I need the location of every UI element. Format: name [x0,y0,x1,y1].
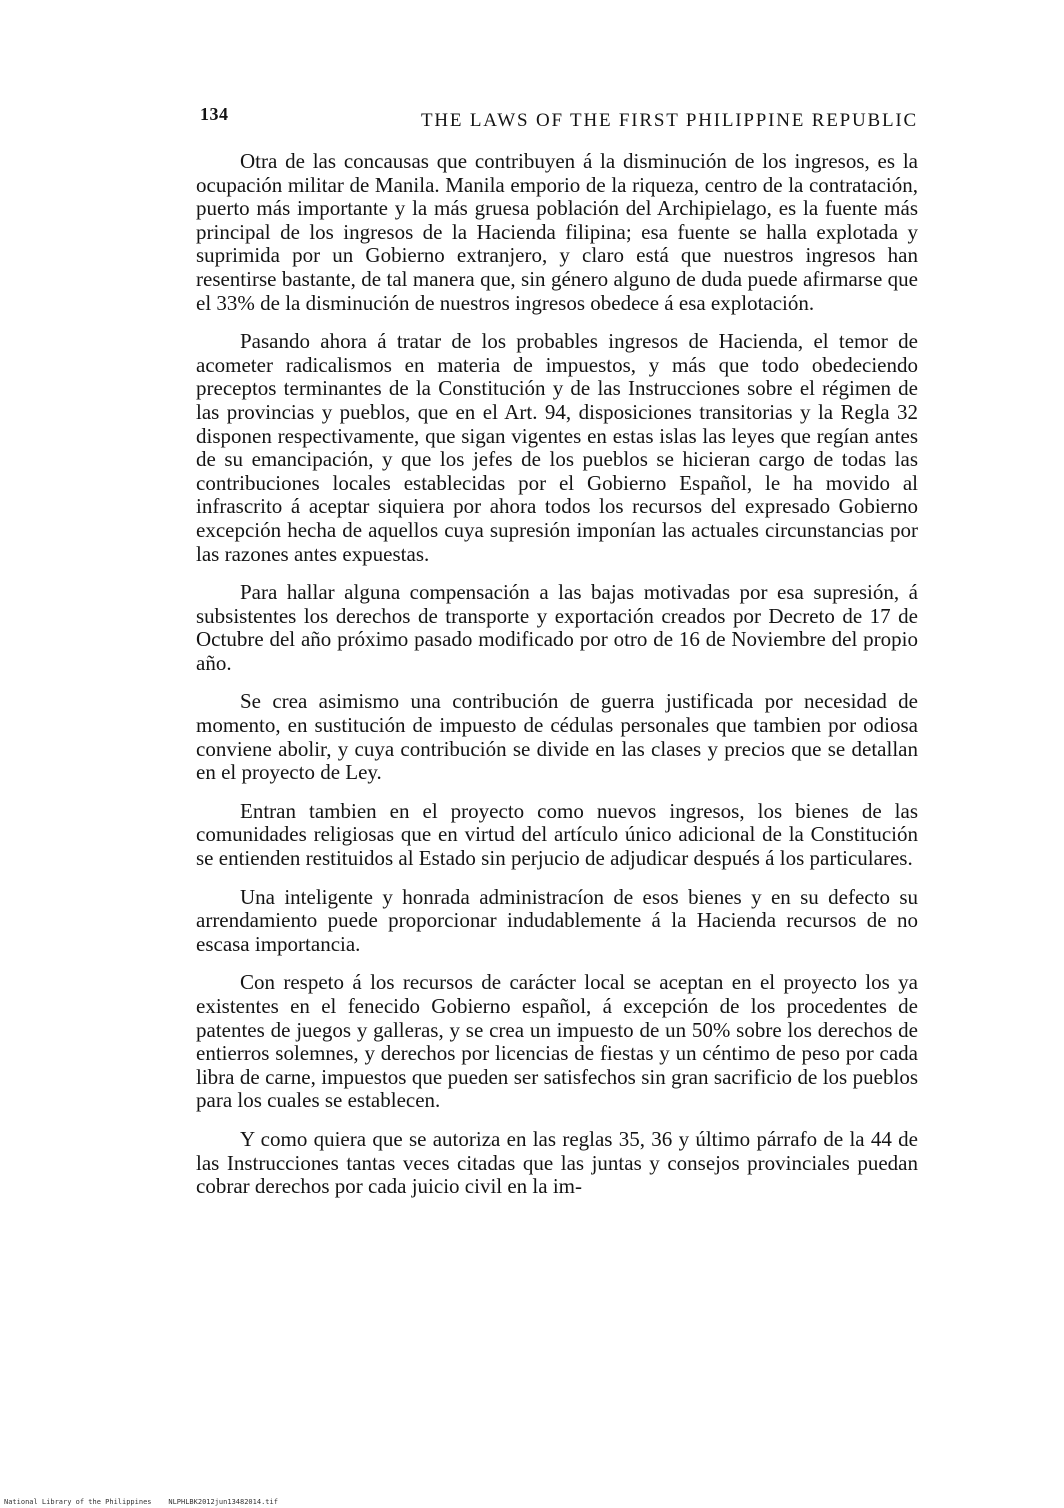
paragraph-2: Pasando ahora á tratar de los probables ingresos de Hacienda, el temor de acometer radicalismos en materia de impuestos, y más que todo obedeciendo preceptos terminantes de la Constitución y de las Instrucciones sobre el régimen de las provincias y pueblos, que en el Art. 94, disposiciones transitorias y la Regla 32 disponen respectivamente, que sigan vigentes en estas islas las leyes que regían antes de su emancipación, y que los jefes de los pueblos se hicieran cargo de todas las contribuciones locales establecidas por el Gobierno Español, le ha movido al infrascrito á aceptar siquiera por ahora todos los recursos del expresado Gobierno excepción hecha de aquellos cuya supresión imponían las actuales circunstancias por las razones antes expuestas. [196,329,918,566]
body-text [196,150,918,1214]
paragraph-4: Se crea asimismo una contribución de guerra justificada por necesidad de momento, en sustitución de impuesto de cédulas personales que tambien por odiosa conviene abolir, y cuya contribución se divide en las clases y precios que se detallan en el proyecto de Ley. [196,689,918,785]
page-number: 134 [200,104,229,124]
paragraph-3: Para hallar alguna compensación a las bajas motivadas por esa supresión, á subsistentes los derechos de transporte y exportación creados por Decreto de 17 de Octubre del año próximo pasado modificado por otro de 16 de Noviembre del propio año. [196,580,918,675]
paragraph-8: Y como quiera que se autoriza en las reglas 35, 36 y último párrafo de la 44 de las Instrucciones tantas veces citadas que las juntas y consejos provinciales puedan cobrar derechos por cada juicio civil en la im- [196,1126,918,1199]
paragraph-6: Una inteligente y honrada administracíon de esos bienes y en su defecto su arrendamiento puede proporcionar indudablemente á la Hacienda recursos de no escasa importancia. [196,884,918,956]
paragraph-1: Otra de las concausas que contribuyen á la disminución de los ingresos, es la ocupación militar de Manila. Manila emporio de la riqueza, centro de la contratación, puerto más importante y la más gruesa población del Archipielago, es la fuente más principal de los ingresos de la Hacienda filipina; esa fuente se halla explotada y suprimida por un Gobierno extranjero, y claro está que nuestros ingresos han resentirse bastante, de tal manera que, sin género alguno de duda puede afirmarse que el 33% de la disminución de nuestros ingresos obedece á esa explotación. [196,149,918,315]
paragraph-7: Con respeto á los recursos de carácter local se aceptan en el proyecto los ya existentes en el fenecido Gobierno español, á excepción de los procedentes de patentes de juegos y galleras, y se crea un impuesto de un 50% sobre los derechos de entierros solemnes, y derechos por licencias de fiestas y un céntimo de peso por cada libra de carne, impuestos que pueden ser satisfechos sin gran sacrificio de los pueblos para los cuales se establecen. [196,970,918,1113]
running-head: THE LAWS OF THE FIRST PHILIPPINE REPUBLIC [421,110,918,131]
paragraph-5: Entran tambien en el proyecto como nuevos ingresos, los bienes de las comunidades religiosas que en virtud del artículo único adicional de la Constitución se entienden restituidos al Estado sin perjucio de adjudicar después á los particulares. [196,798,918,871]
scan-credit: National Library of the Philippines NLPHLBK2012jun13482014.tif [4,1498,278,1506]
